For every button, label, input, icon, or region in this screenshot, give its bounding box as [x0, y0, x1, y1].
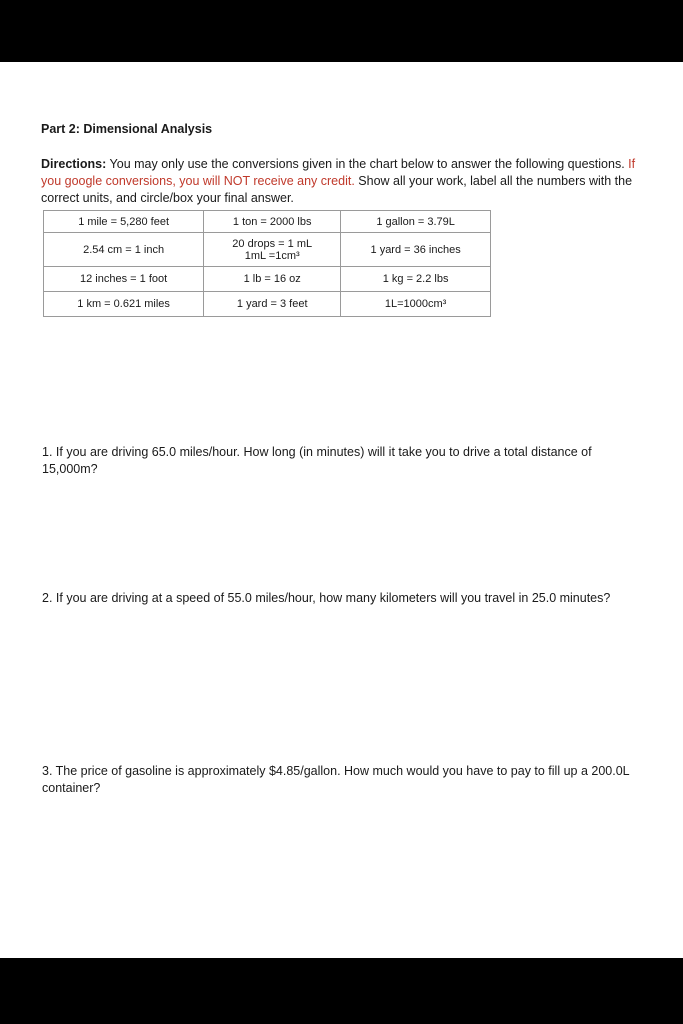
- bottom-black-bar: [0, 958, 683, 1024]
- table-cell: [204, 233, 341, 267]
- conversion-table: [43, 210, 491, 317]
- table-cell: [204, 267, 341, 292]
- question-3: 3. The price of gasoline is approximately $4.85/gallon. How much would you have to pay to fill up a 200.0L container?: [42, 764, 630, 795]
- table-cell: 2.54 cm = 1 inch: [44, 233, 204, 267]
- table-row: [44, 292, 491, 317]
- directions-warning: If you google conversions, you will NOT receive any credit.: [41, 157, 636, 188]
- cell-line: 20 drops = 1 mL: [232, 237, 313, 250]
- worksheet-page: [0, 62, 683, 958]
- directions-paragraph: [41, 156, 641, 207]
- table-cell: 1 mile = 5,280 feet: [44, 211, 204, 233]
- top-black-bar: [0, 0, 683, 62]
- table-cell: 12 inches = 1 foot: [44, 267, 204, 292]
- table-cell: 1L=1000cm³: [341, 292, 491, 317]
- cell-line: 1 ton = 2000 lbs: [232, 215, 312, 228]
- question-2: 2. If you are driving at a speed of 55.0 miles/hour, how many kilometers will you travel in 25.0 minutes?: [42, 591, 611, 605]
- directions-text-after: Show all your work, label all the numbers with the correct units, and circle/box your final answer.: [41, 174, 633, 205]
- table-cell: 1 km = 0.621 miles: [44, 292, 204, 317]
- table-cell: 1 kg = 2.2 lbs: [341, 267, 491, 292]
- table-cell: 1 yard = 36 inches: [341, 233, 491, 267]
- table-row: [44, 211, 491, 233]
- part-title: Part 2: Dimensional Analysis: [41, 122, 213, 136]
- cell-line: 1 lb = 16 oz: [243, 273, 301, 285]
- cell-line: 1mL =1cm³: [244, 249, 300, 262]
- table-cell: [204, 211, 341, 233]
- table-cell: 1 gallon = 3.79L: [341, 211, 491, 233]
- table-cell: [204, 292, 341, 317]
- cell-line: 1 yard = 3 feet: [236, 298, 308, 310]
- question-1: 1. If you are driving 65.0 miles/hour. How long (in minutes) will it take you to drive a total distance of 15,000m?: [42, 445, 592, 476]
- directions-text-before: You may only use the conversions given in the chart below to answer the following questions.: [109, 157, 625, 171]
- table-row: [44, 233, 491, 267]
- directions-label: Directions:: [41, 157, 107, 171]
- table-row: [44, 267, 491, 292]
